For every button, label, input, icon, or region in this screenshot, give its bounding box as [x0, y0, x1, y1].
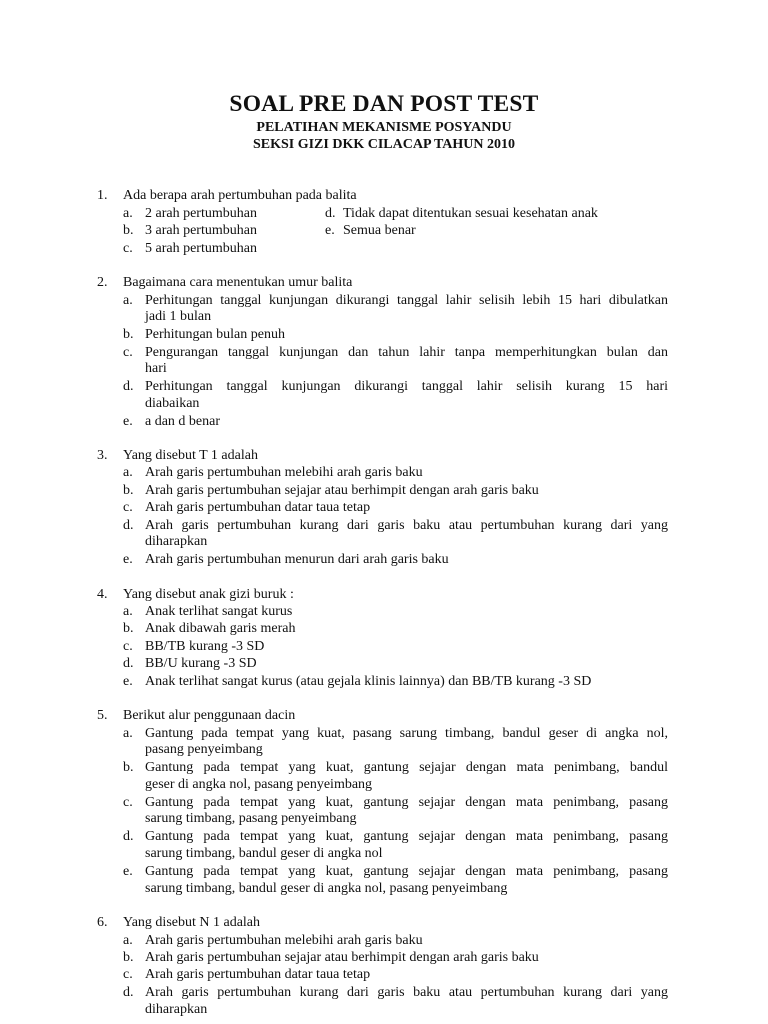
option-text-continued: diharapkan [145, 1002, 208, 1017]
question-number: 3. [97, 448, 108, 463]
document-title: SOAL PRE DAN POST TEST [229, 91, 539, 117]
question-number: 2. [97, 275, 108, 290]
option-letter: d. [123, 985, 134, 1000]
question-text: Yang disebut T 1 adalah [123, 448, 258, 463]
option-letter: b. [123, 223, 134, 238]
option-text: 5 arah pertumbuhan [145, 241, 257, 256]
option-text: Anak terlihat sangat kurus [145, 604, 293, 619]
option-text: 3 arah pertumbuhan [145, 223, 257, 238]
option-text: Arah garis pertumbuhan melebihi arah garis baku [145, 465, 423, 480]
option-letter: e. [123, 864, 133, 879]
option-text: Gantung pada tempat yang kuat, pasang sarung timbang, bandul geser di angka nol, [145, 726, 668, 741]
option-letter: b. [123, 760, 134, 775]
option-letter: c. [123, 967, 133, 982]
option-letter: c. [123, 639, 133, 654]
option-letter: b. [123, 950, 134, 965]
option-letter: b. [123, 327, 134, 342]
option-letter: c. [123, 345, 133, 360]
option-text: BB/TB kurang -3 SD [145, 639, 265, 654]
option-text-continued: sarung timbang, pasang penyeimbang [145, 811, 357, 826]
option-text: Perhitungan tanggal kunjungan dikurangi tanggal lahir selisih kurang 15 hari [145, 379, 668, 394]
option-text-continued: pasang penyeimbang [145, 742, 263, 757]
option-letter: b. [123, 621, 134, 636]
option-text: Arah garis pertumbuhan melebihi arah garis baku [145, 933, 423, 948]
option-text: a dan d benar [145, 414, 221, 429]
option-text: Arah garis pertumbuhan sejajar atau berhimpit dengan arah garis baku [145, 950, 539, 965]
option-letter: a. [123, 933, 133, 948]
question-text: Ada berapa arah pertumbuhan pada balita [123, 188, 357, 203]
option-text: Arah garis pertumbuhan menurun dari arah garis baku [145, 552, 449, 567]
option-text: Gantung pada tempat yang kuat, gantung sejajar dengan mata penimbang, pasang [145, 829, 668, 844]
option-text-continued: geser di angka nol, pasang penyeimbang [145, 777, 373, 792]
option-text-continued: diharapkan [145, 534, 208, 549]
option-text-continued: sarung timbang, bandul geser di angka nol, pasang penyeimbang [145, 881, 508, 896]
question-text: Berikut alur penggunaan dacin [123, 708, 296, 723]
option-letter: a. [123, 465, 133, 480]
option-letter: d. [123, 656, 134, 671]
question-number: 1. [97, 188, 108, 203]
document-subtitle: PELATIHAN MEKANISME POSYANDU [256, 120, 512, 135]
option-text: BB/U kurang -3 SD [145, 656, 257, 671]
question-number: 4. [97, 587, 108, 602]
option-letter: a. [123, 726, 133, 741]
option-text: Anak dibawah garis merah [145, 621, 296, 636]
option-text: Gantung pada tempat yang kuat, gantung sejajar dengan mata penimbang, pasang [145, 795, 668, 810]
option-text: Semua benar [343, 223, 416, 238]
question-number: 5. [97, 708, 108, 723]
option-text: 2 arah pertumbuhan [145, 206, 257, 221]
option-letter: a. [123, 604, 133, 619]
option-letter: e. [325, 223, 335, 238]
option-letter: e. [123, 552, 133, 567]
option-text: Perhitungan tanggal kunjungan dikurangi tanggal lahir selisih lebih 15 hari dibulatkan [145, 293, 668, 308]
option-text: Arah garis pertumbuhan datar taua tetap [145, 500, 371, 515]
question-number: 6. [97, 915, 108, 930]
option-letter: c. [123, 241, 133, 256]
option-letter: d. [123, 518, 134, 533]
option-text: Arah garis pertumbuhan sejajar atau berhimpit dengan arah garis baku [145, 483, 539, 498]
option-letter: d. [325, 206, 336, 221]
option-letter: e. [123, 674, 133, 689]
question-text: Yang disebut N 1 adalah [123, 915, 261, 930]
question-text: Yang disebut anak gizi buruk : [123, 587, 294, 602]
option-letter: c. [123, 500, 133, 515]
option-text: Arah garis pertumbuhan datar taua tetap [145, 967, 371, 982]
option-letter: b. [123, 483, 134, 498]
option-text: Pengurangan tanggal kunjungan dan tahun lahir tanpa memperhitungkan bulan dan [145, 345, 668, 360]
option-text: Perhitungan bulan penuh [145, 327, 285, 342]
option-text: Gantung pada tempat yang kuat, gantung sejajar dengan mata penimbang, bandul [145, 760, 668, 775]
option-letter: a. [123, 206, 133, 221]
option-text: Gantung pada tempat yang kuat, gantung sejajar dengan mata penimbang, pasang [145, 864, 668, 879]
option-text: Arah garis pertumbuhan kurang dari garis baku atau pertumbuhan kurang dari yang [145, 985, 668, 1000]
option-text-continued: jadi 1 bulan [145, 309, 212, 324]
option-letter: d. [123, 379, 134, 394]
question-text: Bagaimana cara menentukan umur balita [123, 275, 353, 290]
option-letter: e. [123, 414, 133, 429]
option-text: Anak terlihat sangat kurus (atau gejala klinis lainnya) dan BB/TB kurang -3 SD [145, 674, 592, 689]
option-text: Tidak dapat ditentukan sesuai kesehatan anak [343, 206, 598, 221]
option-letter: c. [123, 795, 133, 810]
option-text-continued: hari [145, 361, 167, 376]
option-letter: a. [123, 293, 133, 308]
option-text-continued: diabaikan [145, 396, 200, 411]
option-letter: d. [123, 829, 134, 844]
option-text-continued: sarung timbang, bandul geser di angka nol [145, 846, 383, 861]
option-text: Arah garis pertumbuhan kurang dari garis baku atau pertumbuhan kurang dari yang [145, 518, 668, 533]
document-subtitle-year: SEKSI GIZI DKK CILACAP TAHUN 2010 [252, 137, 516, 152]
